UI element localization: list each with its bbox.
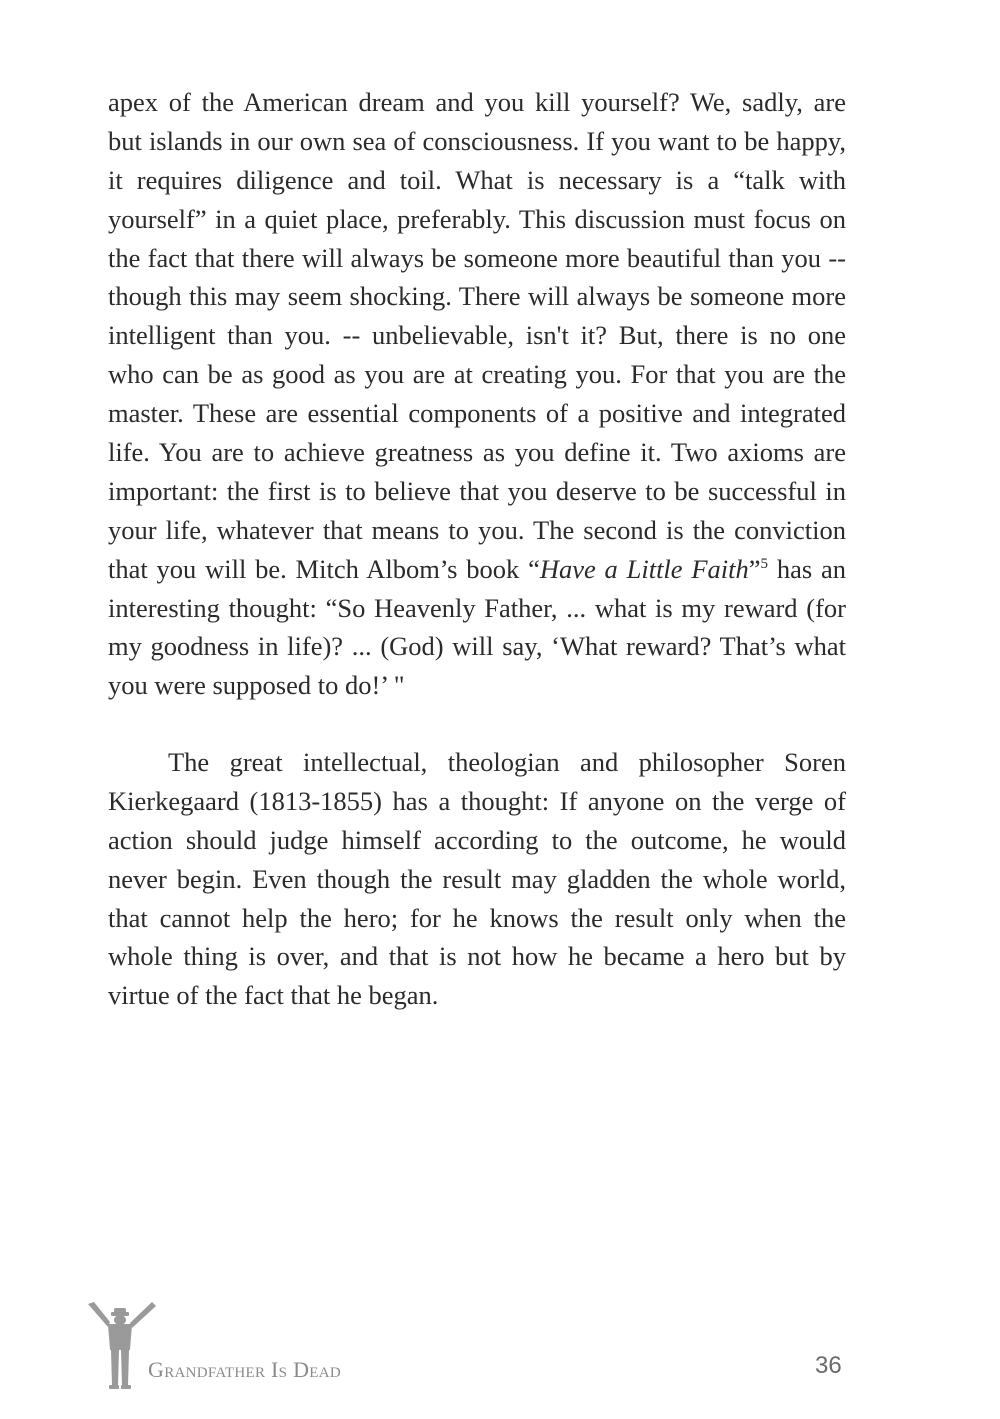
text-segment: has an bbox=[768, 553, 846, 584]
text-line: The great intellectual, theologian and philosopher Soren bbox=[168, 747, 846, 777]
text-line: action should judge himself according to the outcome, he would bbox=[108, 824, 846, 855]
text-line: that cannot help the hero; for he knows the result only when the bbox=[108, 902, 846, 933]
text-line: master. These are essential components of a positive and integrated bbox=[108, 398, 846, 429]
text-line: yourself” in a quiet place, preferably. This discussion must focus on bbox=[108, 203, 846, 234]
text-line: important: the first is to believe that you deserve to be successful in bbox=[108, 475, 846, 506]
text-line-with-citation bbox=[108, 550, 846, 589]
running-footer-book-title: Grandfather Is Dead bbox=[148, 1357, 342, 1382]
man-arms-raised-icon bbox=[84, 1300, 156, 1392]
text-line: intelligent than you. -- unbelievable, isn't it? But, there is no one bbox=[108, 320, 846, 351]
text-line: though this may seem shocking. There will always be someone more bbox=[108, 281, 846, 312]
page-number: 36 bbox=[815, 1352, 842, 1379]
paragraph-1 bbox=[108, 83, 846, 705]
book-title-italic: Have a Little Faith bbox=[539, 553, 749, 584]
text-line: it requires diligence and toil. What is necessary is a “talk with bbox=[108, 164, 846, 195]
text-line: the fact that there will always be someone more beautiful than you -- bbox=[108, 242, 846, 273]
text-line: life. You are to achieve greatness as you define it. Two axioms are bbox=[108, 437, 846, 468]
closing-quote: ” bbox=[748, 553, 761, 584]
paragraph-2 bbox=[108, 743, 846, 1015]
text-line: who can be as good as you are at creating you. For that you are the bbox=[108, 359, 846, 390]
text-line: apex of the American dream and you kill yourself? We, sadly, are bbox=[108, 87, 846, 117]
text-line: your life, whatever that means to you. The second is the conviction bbox=[108, 514, 846, 545]
text-line: my goodness in life)? ... (God) will say, ‘What reward? That’s what bbox=[108, 631, 846, 662]
text-line: interesting thought: “So Heavenly Father, ... what is my reward (for bbox=[108, 592, 846, 623]
text-segment: that you will be. Mitch Albom’s book “ bbox=[108, 553, 540, 584]
text-line: you were supposed to do!’ " bbox=[108, 670, 405, 701]
text-line: never begin. Even though the result may gladden the whole world, bbox=[108, 863, 846, 894]
text-line: Kierkegaard (1813-1855) has a thought: If anyone on the verge of bbox=[108, 785, 846, 816]
footnote-marker[interactable]: 5 bbox=[760, 555, 769, 572]
text-line: virtue of the fact that he began. bbox=[108, 980, 439, 1011]
text-line: whole thing is over, and that is not how he became a hero but by bbox=[108, 941, 846, 972]
text-line: but islands in our own sea of consciousness. If you want to be happy, bbox=[108, 125, 846, 156]
